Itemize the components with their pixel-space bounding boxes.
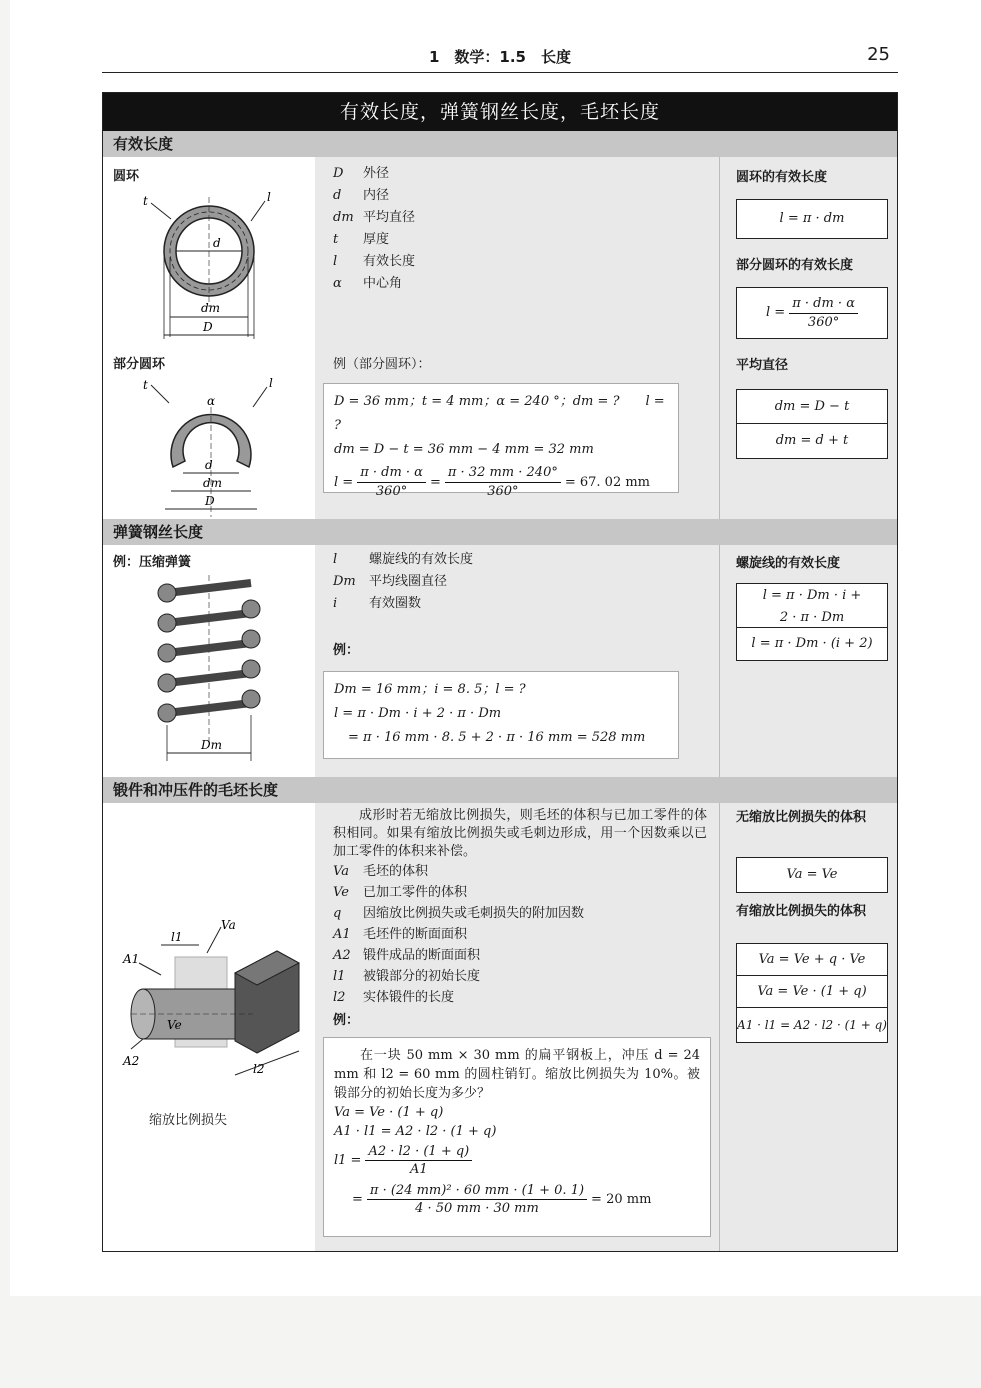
partial-ring-thickness-arrow <box>151 385 169 403</box>
partial-ring-label-d: d <box>205 458 213 472</box>
sec2-text-column <box>315 545 719 777</box>
partial-ring-label: 部分圆环 <box>113 357 166 372</box>
section-effective-length-heading: 有效长度 <box>103 131 897 157</box>
spring-coil <box>167 703 251 713</box>
legend-row: Dm 平均线圈直径 <box>333 574 448 589</box>
spring-section <box>242 630 260 648</box>
sec1-example-label: 例（部分圆环）： <box>333 357 431 372</box>
banner-title: 有效长度，弹簧钢丝长度，毛坯长度 <box>103 93 897 131</box>
legend-row: t 厚度 <box>333 232 390 247</box>
example-line: = π · 16 mm · 8. 5 + 2 · π · 16 mm = 528 mm <box>348 730 646 745</box>
sec2-example-label: 例： <box>333 643 360 658</box>
intro-paragraph: 成形时若无缩放比例损失，则毛坯的体积与已加工零件的体积相同。如果有缩放比例损失或毛刺边形成，用一个因数乘以已加工零件的体积来补偿。 <box>333 808 707 859</box>
sec2-legend <box>333 549 473 615</box>
forging-figure <box>103 803 315 1251</box>
legend-row: A2 锻件成品的断面面积 <box>333 948 481 963</box>
legend-row: q 因缩放比例损失或毛刺损失的附加因数 <box>333 906 585 921</box>
example-line: l = π · Dm · i + 2 · π · Dm <box>334 706 502 721</box>
sec1-text-column <box>315 157 719 519</box>
running-head <box>102 42 898 73</box>
spring-section <box>158 614 176 632</box>
chapter-heading: 1 数学：1.5 长度 <box>428 48 571 66</box>
legend-row: A1 毛坯件的断面面积 <box>333 927 468 942</box>
spring-figure <box>103 545 315 777</box>
ring-figure <box>103 157 315 519</box>
spring-section <box>242 660 260 678</box>
sec1-formula-column <box>719 157 897 519</box>
helix-formula-1: l = π · Dm · i + 2 · π · Dm <box>736 583 888 629</box>
legend-row: l2 实体锻件的长度 <box>333 990 455 1005</box>
example-l-calc: l = $\frac{\pi \cdot dm \cdot \alpha}{360^\circ}$ = $\frac{\pi \cdot 32 mm \cdot 240^\circ}{360^\circ}$ = 67. 02 mm <box>334 465 651 499</box>
partial-ring-label-alpha: α <box>207 394 216 408</box>
fig-label-A2: A2 <box>123 1054 140 1068</box>
legend-row: l1 被锻部分的初始长度 <box>333 969 481 984</box>
partial-ring-label-D: D <box>205 494 215 508</box>
section-blank-length-heading: 锻件和冲压件的毛坯长度 <box>103 777 897 803</box>
spring-coil <box>167 613 251 623</box>
fig-label-Ve: Ve <box>167 1018 182 1032</box>
fig-label-l2: l2 <box>253 1062 265 1076</box>
ring-thickness-arrow <box>151 203 171 219</box>
example-dm-calc: dm = D − t = 36 mm − 4 mm = 32 mm <box>334 442 594 457</box>
legend-row: i 有效圈数 <box>333 596 422 611</box>
sec3-figure-column <box>103 803 315 1251</box>
sec3-formula-column <box>719 803 897 1251</box>
example-line: A1 · l1 = A2 · l2 · (1 + q) <box>334 1124 497 1139</box>
page-number: 25 <box>867 44 890 65</box>
partial-ring-formula: l = $\frac{\pi \cdot dm \cdot \alpha}{360^\circ}$ <box>736 287 888 339</box>
leader-A1 <box>139 963 161 975</box>
sec3-legend <box>333 861 584 1008</box>
leader-Va <box>207 927 221 953</box>
partial-ring-label-t: t <box>143 378 148 392</box>
section-spring-wire-heading: 弹簧钢丝长度 <box>103 519 897 545</box>
partial-ring-length-leader <box>253 387 267 407</box>
partial-ring-label-l: l <box>269 376 273 390</box>
figure-caption: 缩放比例损失 <box>149 1113 228 1128</box>
mean-diameter-formula-1: dm = D − t <box>736 389 888 425</box>
sec3-text-column <box>315 803 719 1251</box>
spring-coil <box>167 583 251 593</box>
legend-row: D 外径 <box>333 166 390 181</box>
leader-A2 <box>131 1039 143 1049</box>
legend-row: dm 平均直径 <box>333 210 416 225</box>
ring-label-d: d <box>213 236 221 250</box>
legend-row: l 螺旋线的有效长度 <box>333 552 474 567</box>
sec1-legend <box>333 163 415 295</box>
sec2-example-box <box>323 671 679 759</box>
spring-coil <box>167 673 251 683</box>
spring-section <box>242 600 260 618</box>
mean-diameter-formula-2: dm = d + t <box>736 423 888 459</box>
example-problem: 在一块 50 mm × 30 mm 的扁平钢板上，冲压 d = 24 mm 和 l2 = 60 mm 的圆柱销钉。缩放比例损失为 10%。被锻部分的初始长度为多少？ <box>334 1048 700 1101</box>
example-line: Va = Ve · (1 + q) <box>334 1105 444 1120</box>
legend-row: d 内径 <box>333 188 390 203</box>
sec1-example-box <box>323 383 679 499</box>
loss-formula-1: Va = Ve + q · Ve <box>736 943 888 977</box>
sec3-example-box <box>323 1037 711 1237</box>
legend-row: α 中心角 <box>333 276 403 291</box>
example-line: Dm = 16 mm；i = 8. 5；l = ? <box>334 682 526 697</box>
ring-label-l: l <box>267 190 271 204</box>
sec2-figure-column <box>103 545 315 777</box>
helix-formula-2: l = π · Dm · (i + 2) <box>736 627 888 661</box>
dim-l2 <box>235 1051 299 1075</box>
spring-section <box>158 704 176 722</box>
ring-formula-title: 圆环的有效长度 <box>736 170 828 185</box>
ring-formula: l = π · dm <box>736 199 888 239</box>
ring-label-D: D <box>203 320 213 334</box>
spring-section <box>158 644 176 662</box>
mean-diameter-title: 平均直径 <box>736 358 789 373</box>
fig-label-l1: l1 <box>171 930 183 944</box>
no-loss-title: 无缩放比例损失的体积 <box>736 810 867 825</box>
no-loss-formula: Va = Ve <box>736 857 888 893</box>
legend-row: Ve 已加工零件的体积 <box>333 885 468 900</box>
partial-formula-title: 部分圆环的有效长度 <box>736 258 854 273</box>
ring-label: 圆环 <box>113 169 140 184</box>
sec1-figure-column <box>103 157 315 519</box>
example-given: D = 36 mm；t = 4 mm；α = 240 °；dm = ? l = ? <box>334 394 665 433</box>
spring-section <box>242 690 260 708</box>
loss-formula-2: Va = Ve · (1 + q) <box>736 975 888 1009</box>
ring-length-leader <box>251 201 265 221</box>
spring-label-Dm: Dm <box>201 738 222 752</box>
content-frame <box>102 92 898 1252</box>
spring-section <box>158 674 176 692</box>
loss-title: 有缩放比例损失的体积 <box>736 904 867 919</box>
sec3-example-label: 例： <box>333 1013 360 1028</box>
loss-formula-3: A1 · l1 = A2 · l2 · (1 + q) <box>736 1007 888 1043</box>
sec2-formula-column <box>719 545 897 777</box>
legend-row: l 有效长度 <box>333 254 416 269</box>
fig-label-A1: A1 <box>123 952 140 966</box>
example-l1-formula: l1 = $\frac{A2 \cdot l2 \cdot (1 + q)}{A1}$ <box>334 1143 700 1178</box>
helix-formula-title: 螺旋线的有效长度 <box>736 556 841 571</box>
legend-row: Va 毛坯的体积 <box>333 864 429 879</box>
ring-label-dm: dm <box>201 301 221 315</box>
spring-section <box>158 584 176 602</box>
spring-coil <box>167 643 251 653</box>
ring-label-t: t <box>143 194 148 208</box>
partial-ring-label-dm: dm <box>203 476 223 490</box>
example-l1-result: = $\frac{\text{π · (24 mm)² · 60 mm · (1 + 0. 1)}}{4 \cdot 50 mm \cdot 30 mm}$ = 20 mm <box>352 1183 652 1216</box>
fig-label-Va: Va <box>221 918 236 932</box>
spring-example-label: 例：压缩弹簧 <box>113 555 192 570</box>
